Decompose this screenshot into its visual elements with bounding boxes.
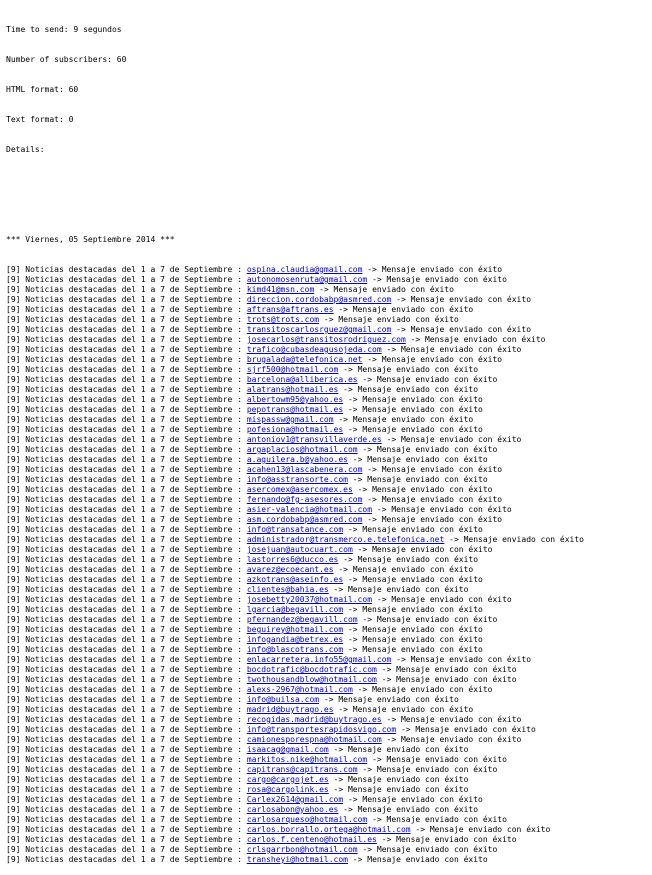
- entry-prefix: [9] Noticias destacadas del 1 a 7 de Septiembre :: [6, 695, 247, 704]
- entry-prefix: [9] Noticias destacadas del 1 a 7 de Septiembre :: [6, 595, 247, 604]
- log-entry: [6, 745, 652, 755]
- entry-prefix: [9] Noticias destacadas del 1 a 7 de Septiembre :: [6, 605, 247, 614]
- entry-status: -> Mensaje enviado con éxito: [362, 515, 503, 524]
- entry-prefix: [9] Noticias destacadas del 1 a 7 de Septiembre :: [6, 555, 247, 564]
- entry-prefix: [9] Noticias destacadas del 1 a 7 de Septiembre :: [6, 535, 247, 544]
- entry-prefix: [9] Noticias destacadas del 1 a 7 de Septiembre :: [6, 745, 247, 754]
- email-link[interactable]: info@transatance.com: [246, 525, 344, 534]
- entry-status: -> Mensaje enviado con éxito: [391, 295, 532, 304]
- entry-prefix: [9] Noticias destacadas del 1 a 7 de Septiembre :: [6, 585, 247, 594]
- entry-status: -> Mensaje enviado con éxito: [343, 575, 483, 584]
- email-link[interactable]: crlsgarrbon@hotmail.com: [246, 845, 358, 854]
- entry-status: -> Mensaje enviado con éxito: [343, 405, 483, 414]
- log-entry: [6, 615, 652, 625]
- entry-status: -> Mensaje enviado con éxito: [376, 835, 517, 844]
- spacer: [6, 175, 652, 185]
- email-link[interactable]: info@builsa.com: [246, 695, 320, 704]
- entry-prefix: [9] Noticias destacadas del 1 a 7 de Septiembre :: [6, 495, 247, 504]
- log-entry: [6, 385, 652, 395]
- entry-prefix: [9] Noticias destacadas del 1 a 7 de Septiembre :: [6, 615, 247, 624]
- entry-status: -> Mensaje enviado con éxito: [333, 305, 474, 314]
- entry-status: -> Mensaje enviado con éxito: [328, 785, 469, 794]
- log-entry: [6, 335, 652, 345]
- entry-status: -> Mensaje enviado con éxito: [357, 445, 498, 454]
- entry-prefix: [9] Noticias destacadas del 1 a 7 de Septiembre :: [6, 635, 247, 644]
- log-entry: [6, 625, 652, 635]
- log-entry: [6, 765, 652, 775]
- email-link[interactable]: carlos.f.centeno@hotmail.es: [246, 835, 377, 844]
- email-link[interactable]: argaplacios@hotmail.com: [246, 445, 358, 454]
- entry-prefix: [9] Noticias destacadas del 1 a 7 de Septiembre :: [6, 345, 247, 354]
- email-link[interactable]: camionesporespna@hotmail.com: [246, 735, 382, 744]
- entry-prefix: [9] Noticias destacadas del 1 a 7 de Septiembre :: [6, 785, 247, 794]
- entry-status: -> Mensaje enviado con éxito: [357, 615, 498, 624]
- log-entry: [6, 415, 652, 425]
- email-link[interactable]: direccion.cordobabp@asmred.com: [246, 295, 392, 304]
- email-link[interactable]: bocdotrafic@bocdotrafic.com: [246, 665, 377, 674]
- entry-prefix: [9] Noticias destacadas del 1 a 7 de Septiembre :: [6, 525, 247, 534]
- log-entry: [6, 785, 652, 795]
- entry-status: -> Mensaje enviado con éxito: [357, 375, 498, 384]
- entry-prefix: [9] Noticias destacadas del 1 a 7 de Septiembre :: [6, 335, 247, 344]
- log-entry: [6, 555, 652, 565]
- entry-status: -> Mensaje enviado con éxito: [333, 415, 474, 424]
- log-entry: [6, 455, 652, 465]
- email-link[interactable]: pofesiona@hotmail.es: [246, 425, 344, 434]
- entry-prefix: [9] Noticias destacadas del 1 a 7 de Septiembre :: [6, 655, 247, 664]
- entry-status: -> Mensaje enviado con éxito: [343, 525, 483, 534]
- time-to-send: Time to send: 9 segundos: [6, 25, 122, 34]
- email-link[interactable]: transheyi@hotmail.com: [246, 855, 348, 864]
- email-link[interactable]: Carlex2614@gmail.com: [246, 795, 344, 804]
- email-link[interactable]: carlos.borrallo.ortega@hotmail.com: [246, 825, 411, 834]
- log-entry: [6, 825, 652, 835]
- email-link[interactable]: mispassw@gmail.com: [246, 415, 334, 424]
- email-link[interactable]: sjrf500@hotmail.com: [246, 365, 339, 374]
- email-link[interactable]: markitos.nike@hotmail.com: [246, 755, 368, 764]
- entry-status: -> Mensaje enviado con éxito: [338, 385, 479, 394]
- email-link[interactable]: asier-valencia@hotmail.com: [246, 505, 373, 514]
- entry-status: -> Mensaje enviado con éxito: [410, 825, 551, 834]
- entry-prefix: [9] Noticias destacadas del 1 a 7 de Septiembre :: [6, 445, 247, 454]
- log-entry: [6, 325, 652, 335]
- email-link[interactable]: brugalada@telefonica.net: [246, 355, 363, 364]
- html-format-count: HTML format: 60: [6, 85, 79, 94]
- email-link[interactable]: pfernandez@begavill.com: [246, 615, 358, 624]
- log-entry: [6, 485, 652, 495]
- email-link[interactable]: autonomosenruta@gmail.com: [246, 275, 368, 284]
- entry-status: -> Mensaje enviado con éxito: [372, 595, 512, 604]
- log-entry: [6, 535, 652, 545]
- entry-prefix: [9] Noticias destacadas del 1 a 7 de Septiembre :: [6, 405, 247, 414]
- entry-status: -> Mensaje enviado con éxito: [343, 795, 483, 804]
- log-entry: [6, 835, 652, 845]
- email-link[interactable]: cargo@cargojet.es: [246, 775, 329, 784]
- email-link[interactable]: josecarlos@transitosrodriguez.com: [246, 335, 406, 344]
- entry-prefix: [9] Noticias destacadas del 1 a 7 de Septiembre :: [6, 575, 247, 584]
- log-entry: [6, 565, 652, 575]
- log-entry: [6, 345, 652, 355]
- log-entry: [6, 755, 652, 765]
- entry-prefix: [9] Noticias destacadas del 1 a 7 de Septiembre :: [6, 685, 247, 694]
- log-entry: [6, 705, 652, 715]
- entry-prefix: [9] Noticias destacadas del 1 a 7 de Septiembre :: [6, 775, 247, 784]
- entry-status: -> Mensaje enviado con éxito: [338, 365, 479, 374]
- email-link[interactable]: info@blascotrans.com: [246, 645, 344, 654]
- log-entry: [6, 315, 652, 325]
- entry-status: -> Mensaje enviado con éxito: [333, 565, 474, 574]
- entry-status: -> Mensaje enviado con éxito: [352, 545, 493, 554]
- entry-status: -> Mensaje enviado con éxito: [357, 845, 498, 854]
- entry-status: -> Mensaje enviado con éxito: [343, 425, 483, 434]
- log-entry: [6, 845, 652, 855]
- email-link[interactable]: carlosabon@yahoo.es: [246, 805, 339, 814]
- entry-prefix: [9] Noticias destacadas del 1 a 7 de Septiembre :: [6, 505, 247, 514]
- log-entry: [6, 505, 652, 515]
- entry-status: -> Mensaje enviado con éxito: [362, 465, 503, 474]
- entry-prefix: [9] Noticias destacadas del 1 a 7 de Septiembre :: [6, 295, 247, 304]
- entry-prefix: [9] Noticias destacadas del 1 a 7 de Septiembre :: [6, 415, 247, 424]
- entry-status: -> Mensaje enviado con éxito: [328, 745, 469, 754]
- log-entry: [6, 805, 652, 815]
- entry-status: -> Mensaje enviado con éxito: [347, 455, 488, 464]
- entry-status: -> Mensaje enviado con éxito: [376, 675, 517, 684]
- log-entry: [6, 395, 652, 405]
- entry-status: -> Mensaje enviado con éxito: [343, 395, 483, 404]
- entry-prefix: [9] Noticias destacadas del 1 a 7 de Septiembre :: [6, 365, 247, 374]
- entry-status: -> Mensaje enviado con éxito: [381, 345, 522, 354]
- log-entry: [6, 645, 652, 655]
- log-entry: [6, 595, 652, 605]
- entry-status: -> Mensaje enviado con éxito: [338, 805, 479, 814]
- entry-prefix: [9] Noticias destacadas del 1 a 7 de Septiembre :: [6, 545, 247, 554]
- entry-prefix: [9] Noticias destacadas del 1 a 7 de Septiembre :: [6, 805, 247, 814]
- entry-status: -> Mensaje enviado con éxito: [444, 535, 584, 544]
- email-link[interactable]: administrador@transmerco.e.telefonica.net: [246, 535, 445, 544]
- email-link[interactable]: antoniov1@transvillaverde.es: [246, 435, 382, 444]
- entry-status: -> Mensaje enviado con éxito: [347, 855, 488, 864]
- entry-prefix: [9] Noticias destacadas del 1 a 7 de Septiembre :: [6, 795, 247, 804]
- email-link[interactable]: avarez@ecoecant.es: [246, 565, 334, 574]
- entry-status: -> Mensaje enviado con éxito: [333, 705, 474, 714]
- email-link[interactable]: alatrans@hotmail.es: [246, 385, 339, 394]
- email-link[interactable]: rosa@cargolink.es: [246, 785, 329, 794]
- entry-prefix: [9] Noticias destacadas del 1 a 7 de Septiembre :: [6, 645, 247, 654]
- entry-status: -> Mensaje enviado con éxito: [343, 605, 483, 614]
- log-entry: [6, 275, 652, 285]
- email-link[interactable]: aftrans@aftrans.es: [246, 305, 334, 314]
- entry-status: -> Mensaje enviado con éxito: [352, 685, 493, 694]
- details-label: Details:: [6, 145, 45, 154]
- log-entry: [6, 475, 652, 485]
- email-link[interactable]: albertowm95@yahoo.es: [246, 395, 344, 404]
- entry-prefix: [9] Noticias destacadas del 1 a 7 de Septiembre :: [6, 765, 247, 774]
- entry-prefix: [9] Noticias destacadas del 1 a 7 de Septiembre :: [6, 475, 247, 484]
- entry-prefix: [9] Noticias destacadas del 1 a 7 de Septiembre :: [6, 265, 247, 274]
- entry-prefix: [9] Noticias destacadas del 1 a 7 de Septiembre :: [6, 275, 247, 284]
- email-link[interactable]: pepotrans@hotmail.es: [246, 405, 344, 414]
- log-entry: [6, 375, 652, 385]
- email-link[interactable]: josebetty20037@hotmail.com: [246, 595, 373, 604]
- log-entry: [6, 525, 652, 535]
- email-link[interactable]: asercomex@asercomex.es: [246, 485, 353, 494]
- entry-prefix: [9] Noticias destacadas del 1 a 7 de Septiembre :: [6, 725, 247, 734]
- log-entry: [6, 435, 652, 445]
- log-entry: [6, 355, 652, 365]
- email-link[interactable]: carlosarqueso@hotmail.com: [246, 815, 368, 824]
- log-entry: [6, 495, 652, 505]
- log-entry: [6, 465, 652, 475]
- email-link[interactable]: clientes@bahia.es: [246, 585, 329, 594]
- entry-status: -> Mensaje enviado con éxito: [372, 505, 512, 514]
- entry-prefix: [9] Noticias destacadas del 1 a 7 de Septiembre :: [6, 565, 247, 574]
- entry-list: [6, 265, 652, 865]
- entry-status: -> Mensaje enviado con éxito: [338, 555, 479, 564]
- log-entry: [6, 665, 652, 675]
- entry-status: -> Mensaje enviado con éxito: [314, 285, 454, 294]
- log-entry: [6, 545, 652, 555]
- email-link[interactable]: acahen13@lascabenera.com: [246, 465, 363, 474]
- entry-prefix: [9] Noticias destacadas del 1 a 7 de Septiembre :: [6, 385, 247, 394]
- email-link[interactable]: barcelona@alliberica.es: [246, 375, 358, 384]
- entry-prefix: [9] Noticias destacadas del 1 a 7 de Septiembre :: [6, 715, 247, 724]
- log-entry: [6, 605, 652, 615]
- entry-prefix: [9] Noticias destacadas del 1 a 7 de Septiembre :: [6, 285, 247, 294]
- entry-prefix: [9] Noticias destacadas del 1 a 7 de Septiembre :: [6, 705, 247, 714]
- email-link[interactable]: azkotrans@aseinfo.es: [246, 575, 344, 584]
- log-entry: [6, 405, 652, 415]
- entry-prefix: [9] Noticias destacadas del 1 a 7 de Septiembre :: [6, 855, 247, 864]
- entry-status: -> Mensaje enviado con éxito: [319, 695, 459, 704]
- log-entry: [6, 775, 652, 785]
- entry-status: -> Mensaje enviado con éxito: [376, 665, 517, 674]
- email-link[interactable]: infogandia@betrex.es: [246, 635, 344, 644]
- email-link[interactable]: isaacag@gmail.com: [246, 745, 329, 754]
- email-link[interactable]: info@asstransorte.com: [246, 475, 348, 484]
- email-link[interactable]: enlacarretera.info55@gmail.com: [246, 655, 392, 664]
- log-entry: [6, 305, 652, 315]
- email-link[interactable]: recogidas.madrid@buytrago.es: [246, 715, 382, 724]
- entry-prefix: [9] Noticias destacadas del 1 a 7 de Septiembre :: [6, 425, 247, 434]
- entry-status: -> Mensaje enviado con éxito: [328, 585, 469, 594]
- entry-prefix: [9] Noticias destacadas del 1 a 7 de Septiembre :: [6, 735, 247, 744]
- email-link[interactable]: a.aguilera.b@yahoo.es: [246, 455, 348, 464]
- log-entry: [6, 655, 652, 665]
- entry-prefix: [9] Noticias destacadas del 1 a 7 de Septiembre :: [6, 825, 247, 834]
- email-link[interactable]: info@transportesrapidosvigo.com: [246, 725, 397, 734]
- entry-status: -> Mensaje enviado con éxito: [367, 275, 507, 284]
- log-entry: [6, 715, 652, 725]
- email-link[interactable]: trots@trots.com: [246, 315, 320, 324]
- email-link[interactable]: lgarcia@begavill.com: [246, 605, 344, 614]
- text-format-count: Text format: 0: [6, 115, 74, 124]
- email-link[interactable]: josejuan@autocuart.com: [246, 545, 353, 554]
- entry-status: -> Mensaje enviado con éxito: [328, 775, 469, 784]
- spacer: [6, 205, 652, 215]
- entry-prefix: [9] Noticias destacadas del 1 a 7 de Septiembre :: [6, 355, 247, 364]
- log-entry: [6, 685, 652, 695]
- email-link[interactable]: trafico@cubasdeagusojeda.com: [246, 345, 382, 354]
- entry-status: -> Mensaje enviado con éxito: [343, 625, 483, 634]
- log-entry: [6, 265, 652, 275]
- entry-prefix: [9] Noticias destacadas del 1 a 7 de Septiembre :: [6, 665, 247, 674]
- entry-status: -> Mensaje enviado con éxito: [381, 715, 522, 724]
- entry-prefix: [9] Noticias destacadas del 1 a 7 de Septiembre :: [6, 625, 247, 634]
- log-entry: [6, 675, 652, 685]
- entry-status: -> Mensaje enviado con éxito: [362, 265, 503, 274]
- entry-status: -> Mensaje enviado con éxito: [381, 435, 522, 444]
- entry-prefix: [9] Noticias destacadas del 1 a 7 de Septiembre :: [6, 435, 247, 444]
- log-entry: [6, 635, 652, 645]
- log-entry: [6, 575, 652, 585]
- email-link[interactable]: transitoscarlosrguez@gmail.com: [246, 325, 392, 334]
- entry-status: -> Mensaje enviado con éxito: [396, 725, 536, 734]
- entry-status: -> Mensaje enviado con éxito: [367, 815, 507, 824]
- entry-status: -> Mensaje enviado con éxito: [391, 655, 532, 664]
- entry-status: -> Mensaje enviado con éxito: [405, 335, 546, 344]
- email-link[interactable]: kimd41@msn.com: [246, 285, 315, 294]
- email-link[interactable]: twothousandblow@hotmail.com: [246, 675, 377, 684]
- log-entry: [6, 445, 652, 455]
- entry-prefix: [9] Noticias destacadas del 1 a 7 de Septiembre :: [6, 755, 247, 764]
- entry-status: -> Mensaje enviado con éxito: [362, 355, 503, 364]
- entry-prefix: [9] Noticias destacadas del 1 a 7 de Septiembre :: [6, 455, 247, 464]
- log-entry: [6, 515, 652, 525]
- entry-status: -> Mensaje enviado con éxito: [352, 485, 493, 494]
- entry-prefix: [9] Noticias destacadas del 1 a 7 de Septiembre :: [6, 485, 247, 494]
- log-entry: [6, 425, 652, 435]
- subscriber-count: Number of subscribers: 60: [6, 55, 127, 64]
- entry-prefix: [9] Noticias destacadas del 1 a 7 de Septiembre :: [6, 325, 247, 334]
- email-link[interactable]: ospina.claudia@gmail.com: [246, 265, 363, 274]
- log-entry: [6, 855, 652, 865]
- entry-status: -> Mensaje enviado con éxito: [357, 765, 498, 774]
- entry-status: -> Mensaje enviado con éxito: [347, 475, 488, 484]
- entry-status: -> Mensaje enviado con éxito: [319, 315, 459, 324]
- entry-prefix: [9] Noticias destacadas del 1 a 7 de Septiembre :: [6, 835, 247, 844]
- email-link[interactable]: fernando@fg-asesores.com: [246, 495, 363, 504]
- entry-prefix: [9] Noticias destacadas del 1 a 7 de Septiembre :: [6, 845, 247, 854]
- entry-prefix: [9] Noticias destacadas del 1 a 7 de Septiembre :: [6, 375, 247, 384]
- entry-prefix: [9] Noticias destacadas del 1 a 7 de Septiembre :: [6, 515, 247, 524]
- log-entry: [6, 585, 652, 595]
- log-entry: [6, 295, 652, 305]
- log-entry: [6, 795, 652, 805]
- email-link[interactable]: madrid@buytrago.es: [246, 705, 334, 714]
- entry-status: -> Mensaje enviado con éxito: [391, 325, 532, 334]
- email-link[interactable]: asm.cordobabp@asmred.com: [246, 515, 363, 524]
- log-entry: [6, 815, 652, 825]
- entry-status: -> Mensaje enviado con éxito: [343, 645, 483, 654]
- entry-prefix: [9] Noticias destacadas del 1 a 7 de Septiembre :: [6, 675, 247, 684]
- entry-status: -> Mensaje enviado con éxito: [381, 735, 522, 744]
- entry-prefix: [9] Noticias destacadas del 1 a 7 de Septiembre :: [6, 305, 247, 314]
- email-link[interactable]: alexs-2967@hotmail.com: [246, 685, 353, 694]
- log-entry: [6, 365, 652, 375]
- entry-status: -> Mensaje enviado con éxito: [362, 495, 503, 504]
- entry-prefix: [9] Noticias destacadas del 1 a 7 de Septiembre :: [6, 815, 247, 824]
- entry-prefix: [9] Noticias destacadas del 1 a 7 de Septiembre :: [6, 465, 247, 474]
- email-link[interactable]: capitrans@capitrans.com: [246, 765, 358, 774]
- date-header: *** Viernes, 05 Septiembre 2014 ***: [6, 235, 175, 244]
- log-entry: [6, 725, 652, 735]
- entry-status: -> Mensaje enviado con éxito: [343, 635, 483, 644]
- log-entry: [6, 285, 652, 295]
- log-entry: [6, 695, 652, 705]
- entry-status: -> Mensaje enviado con éxito: [367, 755, 507, 764]
- entry-prefix: [9] Noticias destacadas del 1 a 7 de Septiembre :: [6, 395, 247, 404]
- entry-prefix: [9] Noticias destacadas del 1 a 7 de Septiembre :: [6, 315, 247, 324]
- email-link[interactable]: lastorres6@ducco.es: [246, 555, 339, 564]
- log-entry: [6, 735, 652, 745]
- email-link[interactable]: beguirey@hotmail.com: [246, 625, 344, 634]
